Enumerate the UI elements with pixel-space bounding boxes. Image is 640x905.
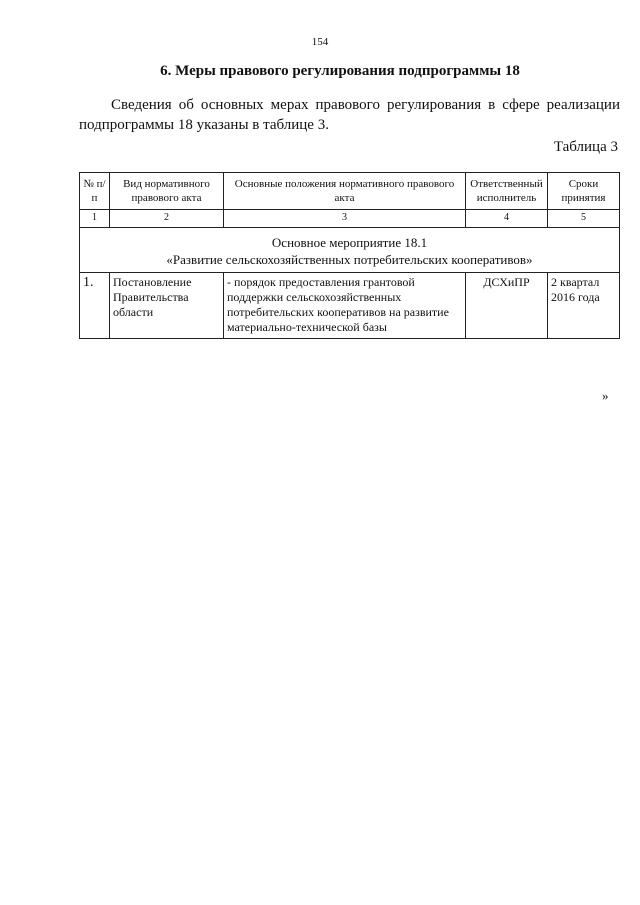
header-index: № п/п (80, 173, 110, 210)
column-number-row (80, 210, 620, 228)
header-executor: Ответственный исполнитель (466, 173, 548, 210)
section-row (80, 228, 620, 273)
row-deadline: 2 квартал 2016 года (548, 273, 620, 339)
section-title (80, 228, 620, 273)
table-header-row (80, 173, 620, 210)
section-heading: 6. Меры правового регулирования подпрограммы 18 (160, 63, 520, 79)
column-number: 5 (548, 210, 620, 228)
column-number: 1 (80, 210, 110, 228)
row-executor: ДСХиПР (466, 273, 548, 339)
table-row (80, 273, 620, 339)
header-provisions: Основные положения нормативного правового акта (224, 173, 466, 210)
header-deadline: Сроки принятия (548, 173, 620, 210)
column-number: 3 (224, 210, 466, 228)
page-number: 154 (311, 36, 329, 48)
column-number: 2 (110, 210, 224, 228)
section-title-line2: «Развитие сельскохозяйственных потребительских кооперативов» (166, 252, 533, 267)
header-act-type: Вид нормативного правового акта (110, 173, 224, 210)
intro-paragraph: Сведения об основных мерах правового регулирования в сфере реализации подпрограммы 18 указаны в таблице 3. (79, 97, 620, 133)
legal-measures-table (79, 172, 620, 339)
row-index: 1. (80, 273, 110, 339)
closing-quote: » (602, 388, 609, 403)
table-caption: Таблица 3 (553, 139, 618, 155)
row-act-type: Постановление Правительства области (110, 273, 224, 339)
section-title-line1: Основное мероприятие 18.1 (271, 235, 428, 250)
column-number: 4 (466, 210, 548, 228)
row-provisions: - порядок предоставления грантовой поддержки сельскохозяйственных потребительских кооперативов на развитие материально-технической базы (224, 273, 466, 339)
